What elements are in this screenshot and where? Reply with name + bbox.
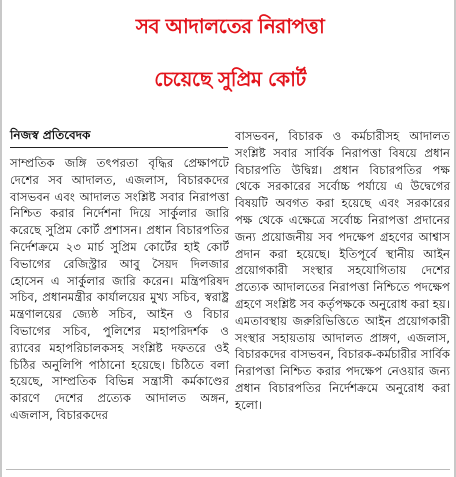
byline: নিজস্ব প্রতিবেদক bbox=[10, 128, 91, 142]
article-column-left: সাম্প্রতিক জঙ্গি তৎপরতা বৃদ্ধির প্রেক্ষাপটে দেশের সব আদালত, এজলাস, বিচারকদের বাসভবন এবং আদালত সংশ্লিষ্ট সবার নিরাপত্তা নিশ্চিত করার নির্দেশনা দিয়ে সার্কুলার জারি করেছে সুপ্রিম কোর্ট প্রশাসন। প্রধান বিচারপতির নির্দেশক্রমে ২৩ মার্চ সুপ্রিম কোর্টের হাই কোর্ট বিভাগের রেজিস্ট্রার আবু সৈয়দ দিলজার হোসেন এ সার্কুলার জারি করেন। মন্ত্রিপরিষদ সচিব, প্রধানমন্ত্রীর কার্যালয়ের মুখ্য সচিব, স্বরাষ্ট্র মন্ত্রণালয়ের জ্যেষ্ঠ সচিব, আইন ও বিচার বিভাগের সচিব, পুলিশের মহাপরিদর্শক ও র‍্যাবের মহাপরিচালকসহ সংশ্লিষ্ট দফতরে ওই চিঠির অনুলিপি পাঠানো হয়েছে। চিঠিতে বলা হয়েছে, সাম্প্রতিক বিভিন্ন সন্ত্রাসী কর্মকাণ্ডের কারণে দেশের প্রত্যেক আদালত অঙ্গন, এজলাস, বিচারকদের bbox=[10, 156, 229, 422]
headline-line-2: চেয়েছে সুপ্রিম কোর্ট bbox=[154, 67, 306, 91]
byline-divider bbox=[10, 147, 228, 148]
article-column-right: বাসভবন, বিচারক ও কর্মচারীসহ আদালত সংশ্লিষ্ট সবার সার্বিক নিরাপত্তা বিষয়ে প্রধান বিচারপতি উদ্বিগ্ন। প্রধান বিচারপতির পক্ষ থেকে সরকারের সর্বোচ্চ পর্যায়ে এ উদ্বেগের বিষয়টি অবগত করা হয়েছে এবং সরকারের পক্ষ থেকে এক্ষেত্রে সর্বোচ্চ নিরাপত্তা প্রদানের জন্য প্রয়োজনীয় সব পদক্ষেপ গ্রহণের আশ্বাস প্রদান করা হয়েছে। ইতিপূর্বে স্থানীয় আইন প্রয়োগকারী সংস্থার সহযোগিতায় দেশের প্রত্যেক আদালতের নিরাপত্তা নিশ্চিতে পদক্ষেপ গ্রহণে সংশ্লিষ্ট সব কর্তৃপক্ষকে অনুরোধ করা হয়। এমতাবস্থায় জরুরিভিত্তিতে আইন প্রয়োগকারী সংস্থার সহায়তায় আদালত প্রাঙ্গণ, এজলাস, বিচারকদের বাসভবন, বিচারক-কর্মচারীর সার্বিক নিরাপত্তা নিশ্চিত করার পদক্ষেপ নেওয়ার জন্য প্রধান বিচারপতির নির্দেশক্রমে অনুরোধ করা হলো। bbox=[235, 129, 450, 412]
bottom-divider bbox=[6, 469, 450, 470]
headline-line-1: সব আদালতের নিরাপত্তা bbox=[135, 14, 325, 38]
